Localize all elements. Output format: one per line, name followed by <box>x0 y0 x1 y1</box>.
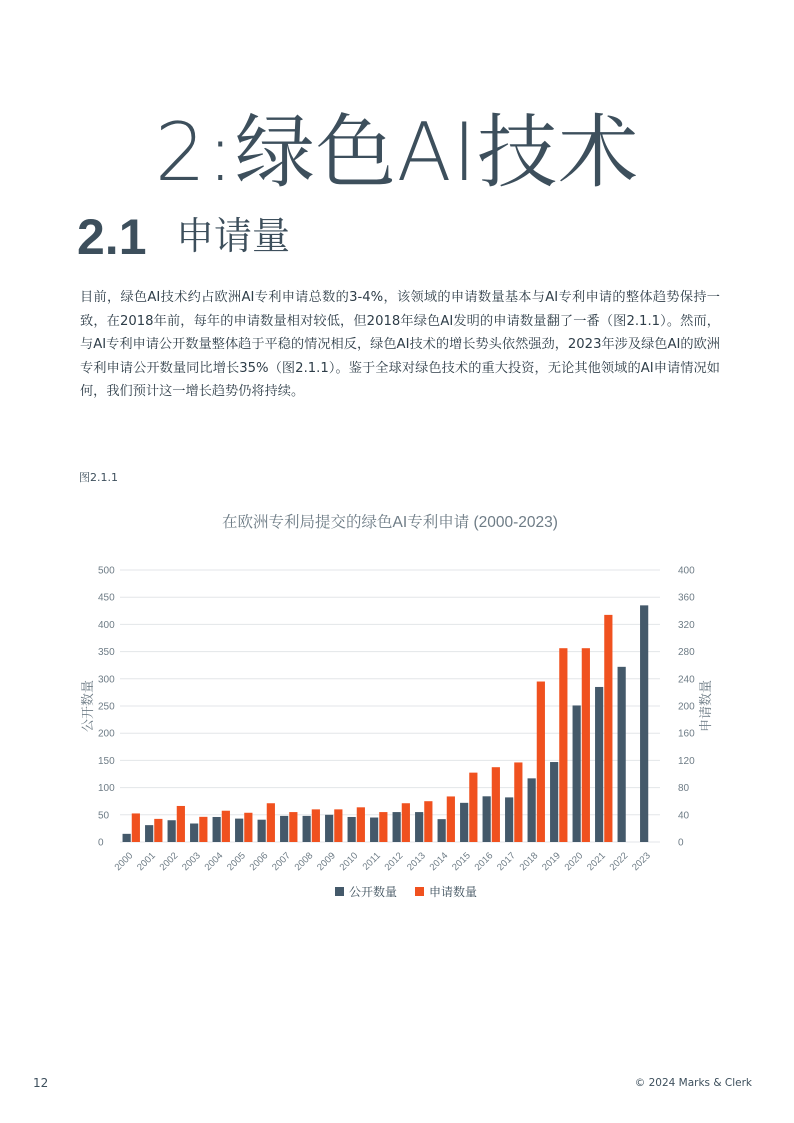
y-left-tick-label: 0 <box>98 837 104 849</box>
bar-published <box>325 815 333 842</box>
bar-published <box>393 812 401 842</box>
legend-swatch-published <box>335 887 344 896</box>
bar-published <box>618 667 626 842</box>
y-right-tick-label: 280 <box>678 647 695 659</box>
bar-applications <box>492 767 500 842</box>
bar-published <box>370 818 378 842</box>
bar-published <box>483 796 491 842</box>
x-tick-label: 2010 <box>337 850 361 874</box>
bar-applications <box>222 811 230 842</box>
y-left-tick-label: 300 <box>98 674 115 686</box>
bar-chart <box>70 505 730 915</box>
bar-applications <box>199 817 207 842</box>
chart-title: 在欧洲专利局提交的绿色AI专利申请 (2000-2023) <box>222 514 558 531</box>
bar-applications <box>559 648 567 842</box>
bar-published <box>505 797 513 842</box>
y-left-tick-label: 250 <box>98 701 115 713</box>
x-tick-label: 2006 <box>247 850 271 874</box>
x-tick-label: 2012 <box>382 850 406 874</box>
x-tick-label: 2011 <box>360 850 383 873</box>
bar-published <box>280 816 288 842</box>
bar-applications <box>132 813 140 842</box>
copyright: © 2024 Marks & Clerk <box>634 1077 752 1089</box>
bar-published <box>460 803 468 842</box>
bar-published <box>415 812 423 842</box>
bar-applications <box>447 796 455 842</box>
x-tick-label: 2021 <box>585 850 608 874</box>
y-right-tick-label: 240 <box>678 674 695 686</box>
bar-applications <box>424 801 432 842</box>
bar-applications <box>357 807 365 842</box>
x-tick-label: 2009 <box>315 850 338 874</box>
y-right-axis-title: 申请数量 <box>699 679 714 733</box>
bar-applications <box>154 819 162 842</box>
y-left-tick-label: 400 <box>98 619 115 631</box>
y-right-tick-label: 0 <box>678 837 684 849</box>
y-right-tick-label: 360 <box>678 592 695 604</box>
x-tick-label: 2014 <box>427 850 451 874</box>
bar-applications <box>402 803 410 842</box>
x-tick-label: 2000 <box>112 850 136 874</box>
x-tick-label: 2001 <box>135 850 158 874</box>
legend-label-published: 公开数量 <box>349 885 398 899</box>
bar-published <box>640 605 648 842</box>
bar-applications <box>582 648 590 842</box>
body-paragraph: 目前，绿色AI技术约占欧洲AI专利申请总数的3-4%，该领域的申请数量基本与AI专利申请的整体趋势保持一致，在2018年前，每年的申请数量相对较低，但2018年绿色AI发明的申请数量翻了一番（图2.1.1）。然而，与AI专利申请公开数量整体趋于平稳的情况相反，绿色AI技术的增长势头依然强劲，2023年涉及绿色AI的欧洲专利申请公开数量同比增长35%（图2.1.1）。鉴于全球对绿色技术的重大投资，无论其他领域的AI申请情况如何，我们预计这一增长趋势仍将持续。 <box>80 290 720 399</box>
bar-applications <box>469 773 477 842</box>
x-tick-label: 2002 <box>157 850 181 874</box>
bar-applications <box>537 682 545 842</box>
y-left-axis-title: 公开数量 <box>81 679 96 733</box>
bar-applications <box>289 812 297 842</box>
y-left-tick-label: 350 <box>98 647 115 659</box>
subsection-number: 2.1 <box>77 209 147 265</box>
x-tick-label: 2007 <box>270 850 293 874</box>
bar-published <box>348 817 356 842</box>
bar-applications <box>514 762 522 842</box>
y-right-tick-label: 200 <box>678 701 695 713</box>
y-right-tick-label: 120 <box>678 755 695 767</box>
x-tick-label: 2013 <box>405 850 428 874</box>
x-tick-label: 2008 <box>292 850 316 874</box>
bar-applications <box>604 615 612 842</box>
y-left-tick-label: 200 <box>98 728 115 740</box>
subsection-title: 申请量 <box>176 214 291 258</box>
y-left-tick-label: 100 <box>98 783 115 795</box>
bar-published <box>303 816 311 842</box>
bar-applications <box>379 812 387 842</box>
bar-published <box>123 834 131 842</box>
x-tick-label: 2016 <box>472 850 496 874</box>
x-tick-label: 2005 <box>225 850 248 874</box>
x-tick-label: 2023 <box>630 850 653 874</box>
bar-applications <box>177 806 185 842</box>
y-right-tick-label: 320 <box>678 619 695 631</box>
bar-published <box>573 705 581 842</box>
x-tick-label: 2003 <box>180 850 203 874</box>
bar-applications <box>334 809 342 842</box>
bar-published <box>145 825 153 842</box>
x-tick-label: 2004 <box>202 850 226 874</box>
y-left-tick-label: 150 <box>98 755 115 767</box>
bar-published <box>258 820 266 842</box>
y-right-tick-label: 40 <box>678 810 690 822</box>
bar-published <box>190 824 198 842</box>
x-tick-label: 2018 <box>517 850 541 874</box>
y-right-tick-label: 80 <box>678 783 690 795</box>
x-tick-label: 2017 <box>495 850 518 874</box>
bar-published <box>168 820 176 842</box>
y-left-tick-label: 50 <box>98 810 110 822</box>
bar-published <box>438 819 446 842</box>
page-number: 12 <box>33 1076 49 1090</box>
bar-applications <box>267 803 275 842</box>
legend-swatch-applications <box>415 887 424 896</box>
x-tick-label: 2015 <box>450 850 473 874</box>
bar-published <box>528 778 536 842</box>
section-title: 2:绿色AI技术 <box>154 106 640 199</box>
y-right-tick-label: 400 <box>678 565 695 577</box>
bar-applications <box>244 813 252 842</box>
chart-container <box>70 505 730 915</box>
bar-published <box>235 819 243 842</box>
bar-applications <box>312 809 320 842</box>
y-right-tick-label: 160 <box>678 728 695 740</box>
y-left-tick-label: 450 <box>98 592 115 604</box>
x-tick-label: 2022 <box>607 850 631 874</box>
figure-label: 图2.1.1 <box>79 471 118 484</box>
legend-label-applications: 申请数量 <box>429 885 478 899</box>
x-tick-label: 2019 <box>540 850 563 874</box>
y-left-tick-label: 500 <box>98 565 115 577</box>
bar-published <box>550 762 558 842</box>
bar-published <box>595 687 603 842</box>
bar-published <box>213 817 221 842</box>
x-tick-label: 2020 <box>562 850 586 874</box>
